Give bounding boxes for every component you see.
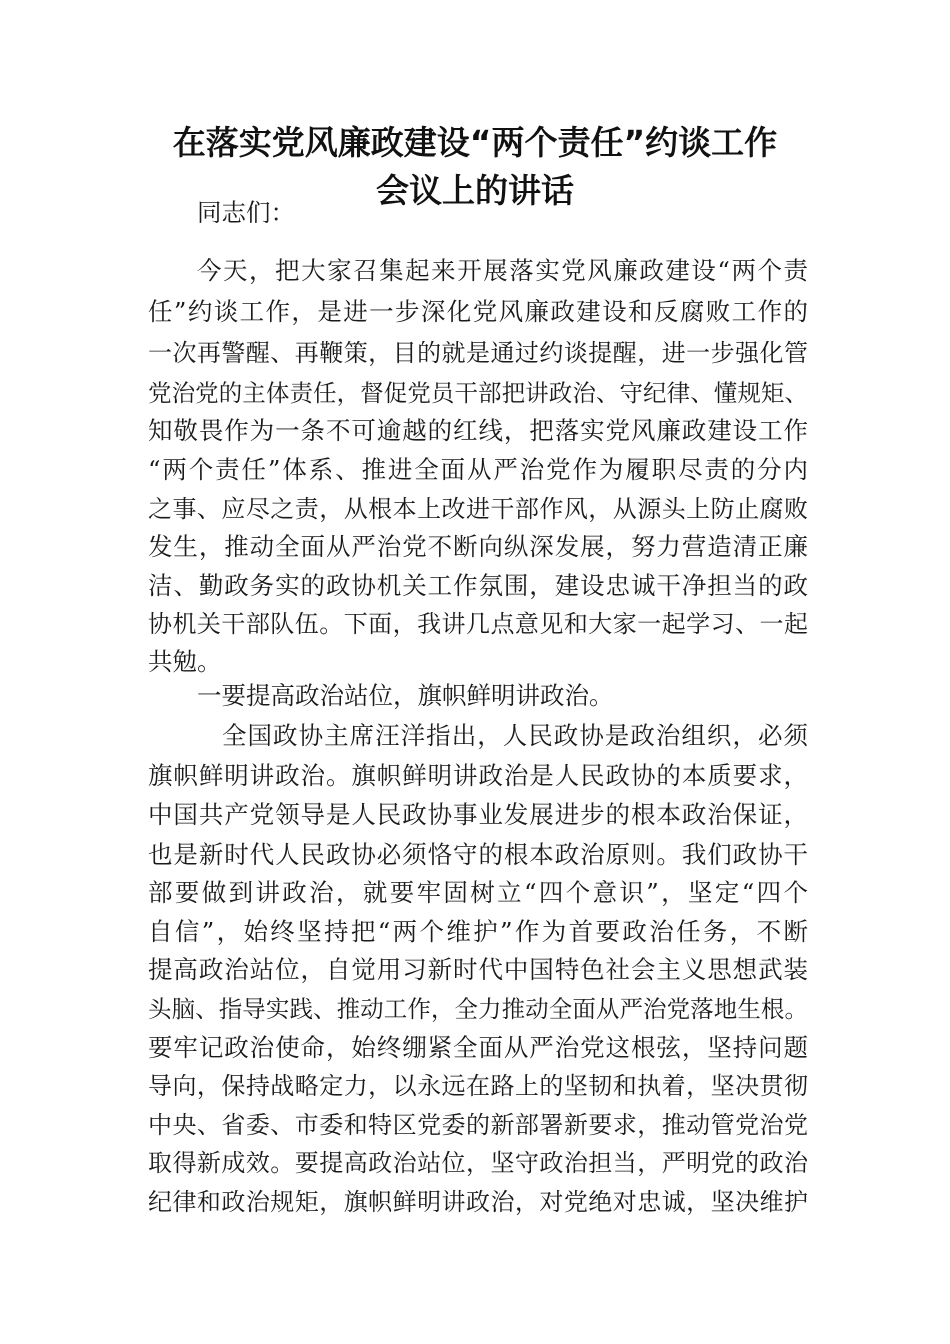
paragraph-line: 提高政治站位，自觉用习新时代中国特色社会主义思想武装	[148, 955, 808, 984]
paragraph-line: 自信”，始终坚持把“两个维护”作为首要政治任务，不断	[148, 917, 808, 946]
paragraph-line: 今天，把大家召集起来开展落实党风廉政建设“两个责	[197, 256, 808, 285]
paragraph-line: 知敬畏作为一条不可逾越的红线，把落实党风廉政建设工作	[148, 416, 808, 445]
paragraph-line: 部要做到讲政治，就要牢固树立“四个意识”，坚定“四个	[148, 878, 808, 907]
document-title-line-2: 会议上的讲话	[376, 171, 574, 210]
salutation: 同志们：	[197, 198, 295, 227]
paragraph-line: “两个责任”体系、推进全面从严治党作为履职尽责的分内	[148, 455, 808, 484]
paragraph-line: 要牢记政治使命，始终绷紧全面从严治党这根弦，坚持问题	[148, 1033, 808, 1062]
paragraph-line: 洁、勤政务实的政协机关工作氛围，建设忠诚干净担当的政	[148, 571, 808, 600]
paragraph-line: 发生，推动全面从严治党不断向纵深发展，努力营造清正廉	[148, 532, 808, 561]
paragraph-line: 全国政协主席汪洋指出，人民政协是政治组织，必须	[222, 721, 808, 750]
paragraph-line: 中国共产党领导是人民政协事业发展进步的根本政治保证，	[148, 800, 808, 829]
paragraph-line: 纪律和政治规矩，旗帜鲜明讲政治，对党绝对忠诚，坚决维护	[148, 1188, 808, 1216]
paragraph-line: 协机关干部队伍。下面，我讲几点意见和大家一起学习、一起	[148, 610, 808, 638]
section-heading: 一要提高政治站位，旗帜鲜明讲政治。	[197, 681, 614, 710]
paragraph-line: 旗帜鲜明讲政治。旗帜鲜明讲政治是人民政协的本质要求，	[148, 761, 808, 790]
paragraph-line: 取得新成效。要提高政治站位，坚守政治担当，严明党的政治	[148, 1149, 808, 1177]
paragraph-line: 之事、应尽之责，从根本上改进干部作风，从源头上防止腐败	[148, 495, 808, 523]
paragraph-line: 头脑、指导实践、推动工作，全力推动全面从严治党落地生根。	[148, 995, 808, 1023]
paragraph-line: 共勉。	[148, 647, 222, 676]
paragraph-line: 党治党的主体责任，督促党员干部把讲政治、守纪律、懂规矩、	[148, 379, 808, 407]
paragraph-line: 也是新时代人民政协必须恪守的根本政治原则。我们政协干	[148, 840, 808, 869]
document-title-line-1: 在落实党风廉政建设“两个责任”约谈工作	[172, 123, 778, 162]
paragraph-line: 导向，保持战略定力，以永远在路上的坚韧和执着，坚决贯彻	[148, 1072, 808, 1100]
paragraph-line: 中央、省委、市委和特区党委的新部署新要求，推动管党治党	[148, 1111, 808, 1139]
paragraph-line: 任”约谈工作，是进一步深化党风廉政建设和反腐败工作的	[148, 297, 808, 326]
paragraph-line: 一次再警醒、再鞭策，目的就是通过约谈提醒，进一步强化管	[148, 339, 808, 367]
